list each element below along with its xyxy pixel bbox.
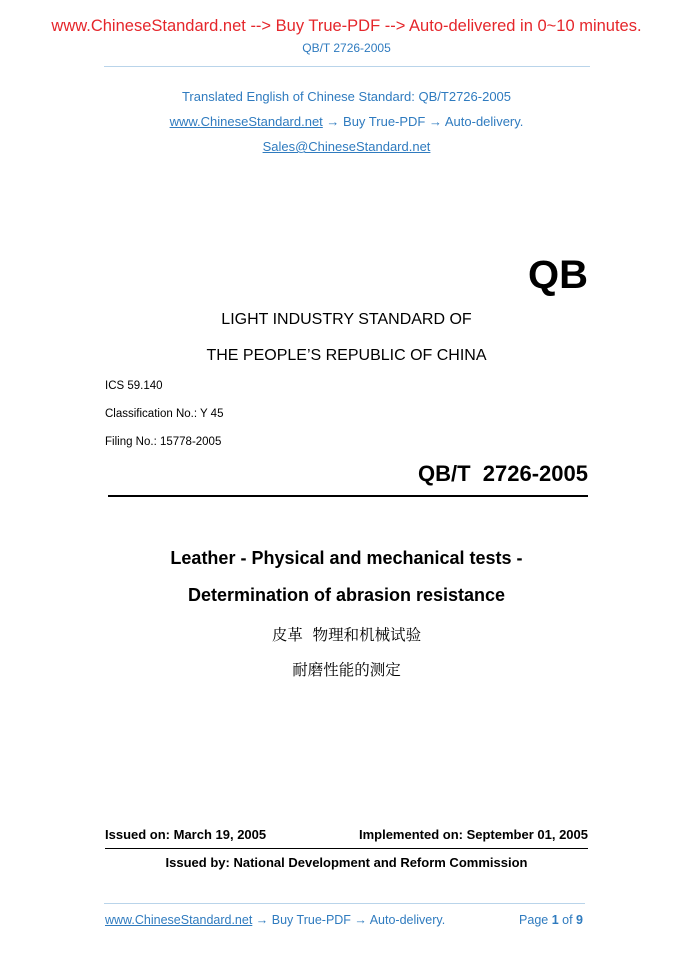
- issued-on-date: Issued on: March 19, 2005: [105, 827, 267, 842]
- page-of: of: [558, 913, 577, 927]
- title-english-line1: Leather - Physical and mechanical tests -: [170, 548, 523, 568]
- title-divider: [108, 495, 588, 497]
- standard-number: QB/T 2726-2005: [418, 461, 588, 486]
- header-divider: [104, 66, 590, 67]
- promo-banner[interactable]: www.ChineseStandard.net --> Buy True-PDF --> Auto-delivered in 0~10 minutes.: [51, 17, 642, 35]
- intro-promo-text: → Buy True-PDF → Auto-delivery.: [322, 114, 524, 129]
- title-chinese-line1: 皮革 物理和机械试验: [271, 626, 422, 644]
- title-chinese-line2: 耐磨性能的测定: [292, 661, 401, 679]
- page-total: 9: [576, 913, 583, 927]
- dates-divider: [105, 848, 588, 849]
- site-link[interactable]: www.ChineseStandard.net: [169, 114, 323, 129]
- filing-number: Filing No.: 15778-2005: [105, 436, 222, 448]
- header-standard-code: QB/T 2726-2005: [302, 41, 391, 55]
- footer-promo-text: → Buy True-PDF → Auto-delivery.: [252, 913, 446, 927]
- issuing-authority: Issued by: National Development and Reform Commission: [165, 855, 528, 870]
- footer-divider: [104, 903, 585, 904]
- implemented-on-date: Implemented on: September 01, 2005: [358, 827, 588, 842]
- footer-site-link[interactable]: www.ChineseStandard.net: [105, 913, 253, 927]
- page-indicator: [519, 913, 583, 927]
- sales-email-link[interactable]: Sales@ChineseStandard.net: [262, 139, 431, 154]
- sales-line: [0, 139, 693, 154]
- qb-logo: QB: [528, 253, 588, 297]
- classification-number: Classification No.: Y 45: [105, 408, 224, 420]
- standard-type-line1: LIGHT INDUSTRY STANDARD OF: [221, 311, 472, 328]
- title-english-line2: Determination of abrasion resistance: [187, 585, 506, 605]
- footer-promo-line: [105, 913, 445, 927]
- ics-code: ICS 59.140: [105, 380, 163, 392]
- page-current: 1: [551, 913, 559, 927]
- page-label: Page: [519, 913, 552, 927]
- standard-type-line2: THE PEOPLE’S REPUBLIC OF CHINA: [206, 347, 487, 364]
- intro-promo-line: [0, 114, 693, 129]
- translated-notice: Translated English of Chinese Standard: QB/T2726-2005: [181, 89, 512, 104]
